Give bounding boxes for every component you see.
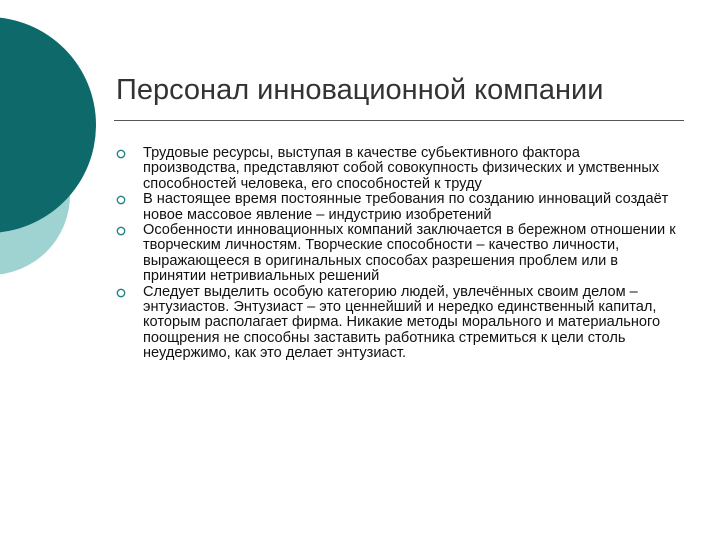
bullet-text: Следует выделить особую категорию людей, увлечённых своим делом – энтузиастов. Энтузиаст – это ценнейший и нередко единственный капитал, которым располагает фирма. Никакие методы морального и материального поощрения не способны заставить работника стремиться к цели столь неудержимо, как это делает энтузиаст. <box>143 283 661 362</box>
slide-title: Персонал инновационной компании <box>116 74 604 106</box>
dark-teal-circle <box>0 17 96 233</box>
bullet-ring-icon <box>116 195 126 205</box>
bullet-ring-icon <box>116 149 126 159</box>
bullet-item <box>116 192 676 223</box>
bullet-ring-icon <box>116 226 126 236</box>
bullet-item <box>116 285 676 362</box>
bullet-ring-icon <box>116 288 126 298</box>
bullet-text: Особенности инновационных компаний заключается в бережном отношении к творческим личностям. Творческие способности – качество личности, выражающееся в оригинальных способах разрешения проблем или в принятии нетривиальных решений <box>143 222 676 285</box>
title-divider <box>114 120 684 121</box>
bullet-item <box>116 223 676 285</box>
bullet-text: Трудовые ресурсы, выступая в качестве субьективного фактора производства, представляют собой совокупность физических и умственных способностей человека, его способностей к труду <box>143 145 660 192</box>
bullet-item <box>116 146 676 192</box>
bullet-text: В настоящее время постоянные требования по созданию инноваций создаёт новое массовое явление – индустрию изобретений <box>143 191 669 223</box>
bullet-list <box>116 146 676 362</box>
decorative-circles <box>0 0 120 300</box>
